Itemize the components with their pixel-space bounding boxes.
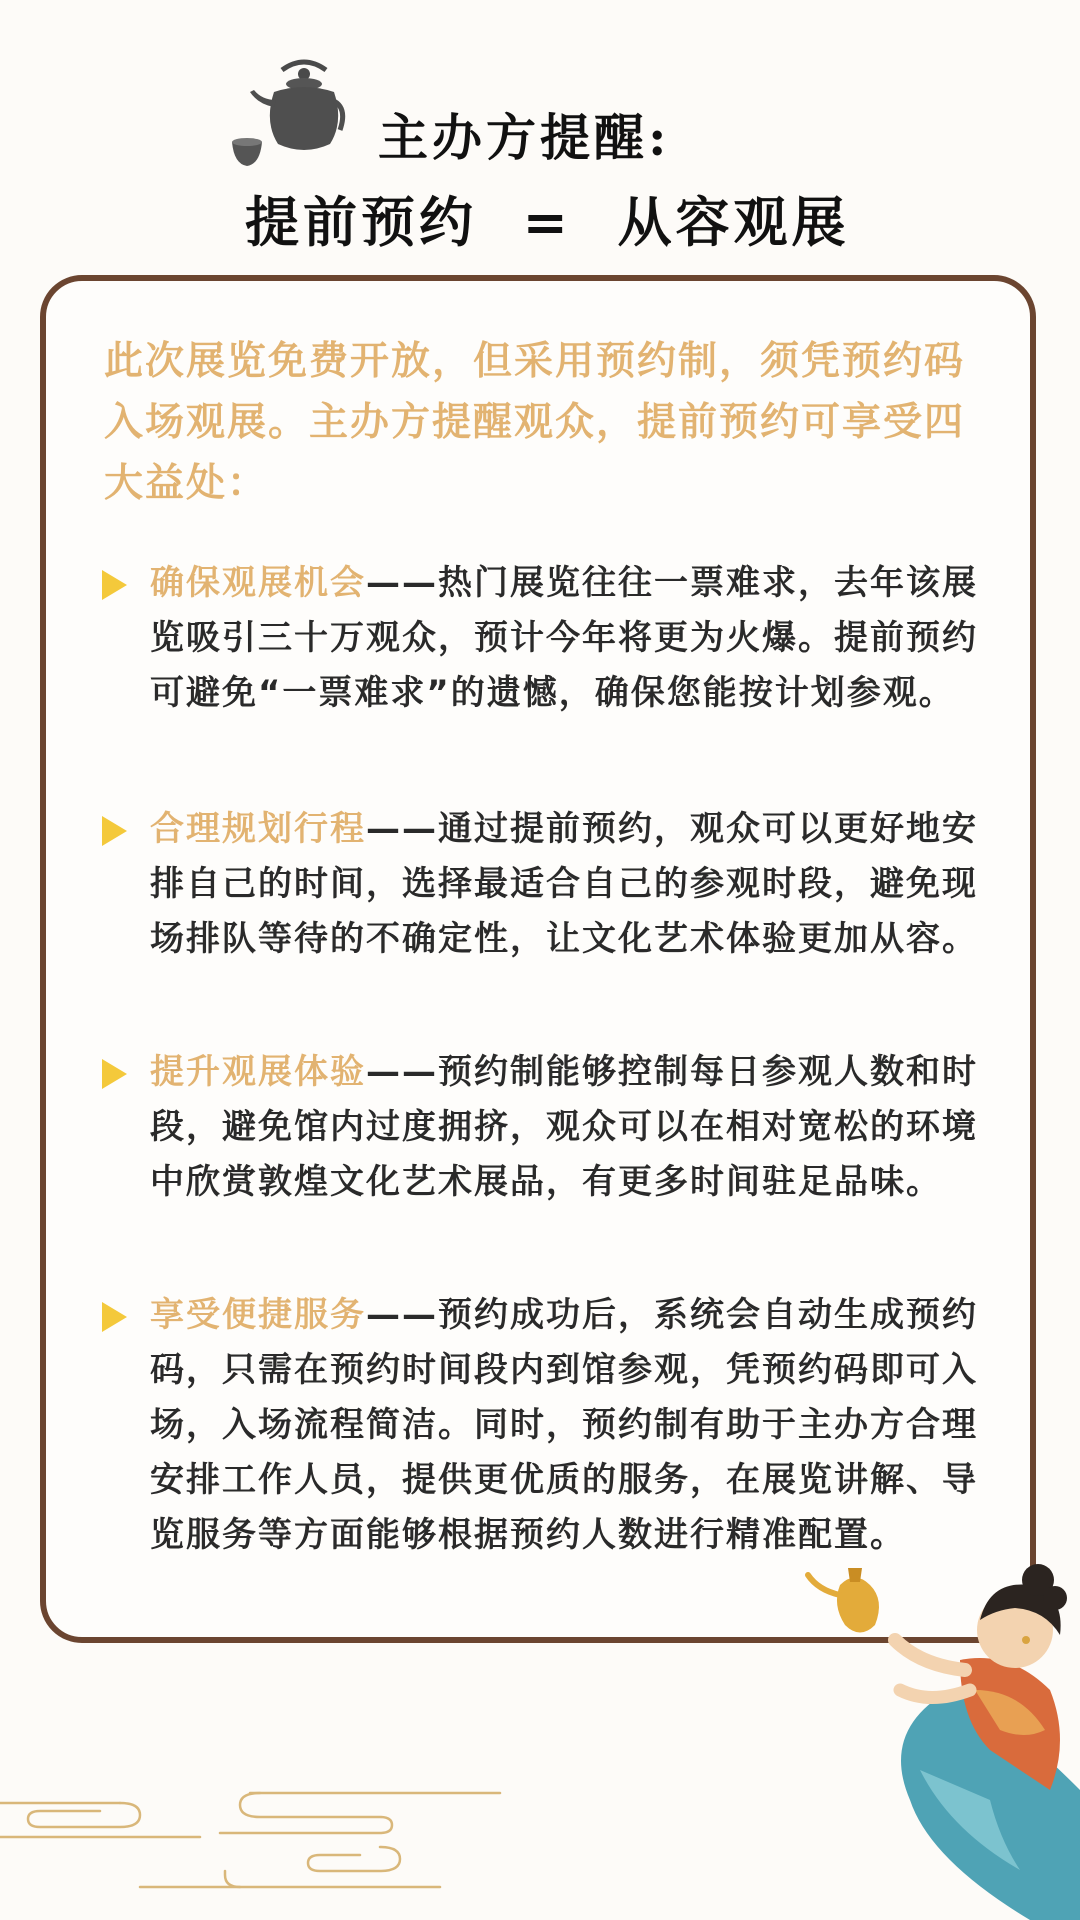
header xyxy=(0,40,1080,254)
benefit-heading: 提升观展体验 xyxy=(150,1052,366,1092)
benefit-text xyxy=(150,1045,995,1210)
teapot-icon xyxy=(232,52,352,172)
benefit-heading: 享受便捷服务 xyxy=(150,1295,366,1335)
reminder-title: 主办方提醒: xyxy=(378,108,671,167)
benefit-text xyxy=(150,802,995,967)
intro-paragraph: 此次展览免费开放，但采用预约制，须凭预约码入场观展。主办方提醒观众，提前预约可享受四大益处： xyxy=(104,339,966,506)
benefit-dash: —— xyxy=(366,1052,438,1092)
benefit-body: 热门展览往往一票难求，去年该展览吸引三十万观众，预计今年将更为火爆。提前预约可避免“一票难求”的遗憾，确保您能按计划参观。 xyxy=(150,563,978,713)
triangle-bullet-icon xyxy=(102,816,127,846)
info-card xyxy=(40,275,1036,1643)
benefit-heading: 确保观展机会 xyxy=(150,563,366,603)
cloud-lines-decoration xyxy=(0,1775,520,1905)
benefit-dash: —— xyxy=(366,563,438,603)
slogan: 提前预约 = 从容观展 xyxy=(245,190,850,254)
benefit-body: 预约成功后，系统会自动生成预约码，只需在预约时间段内到馆参观，凭预约码即可入场，入场流程简洁。同时，预约制有助于主办方合理安排工作人员，提供更优质的服务，在展览讲解、导览服务等方面能够根据预约人数进行精准配置。 xyxy=(150,1295,978,1555)
benefit-text xyxy=(150,1288,995,1563)
flying-apsara-illustration xyxy=(800,1540,1080,1920)
triangle-bullet-icon xyxy=(102,570,127,600)
benefit-body: 预约制能够控制每日参观人数和时段，避免馆内过度拥挤，观众可以在相对宽松的环境中欣赏敦煌文化艺术展品，有更多时间驻足品味。 xyxy=(150,1052,978,1202)
benefit-text xyxy=(150,556,995,721)
benefit-heading: 合理规划行程 xyxy=(150,809,366,849)
triangle-bullet-icon xyxy=(102,1059,127,1089)
triangle-bullet-icon xyxy=(102,1302,127,1332)
benefit-body: 通过提前预约，观众可以更好地安排自己的时间，选择最适合自己的参观时段，避免现场排队等待的不确定性，让文化艺术体验更加从容。 xyxy=(150,809,978,959)
benefit-dash: —— xyxy=(366,809,438,849)
benefit-dash: —— xyxy=(366,1295,438,1335)
